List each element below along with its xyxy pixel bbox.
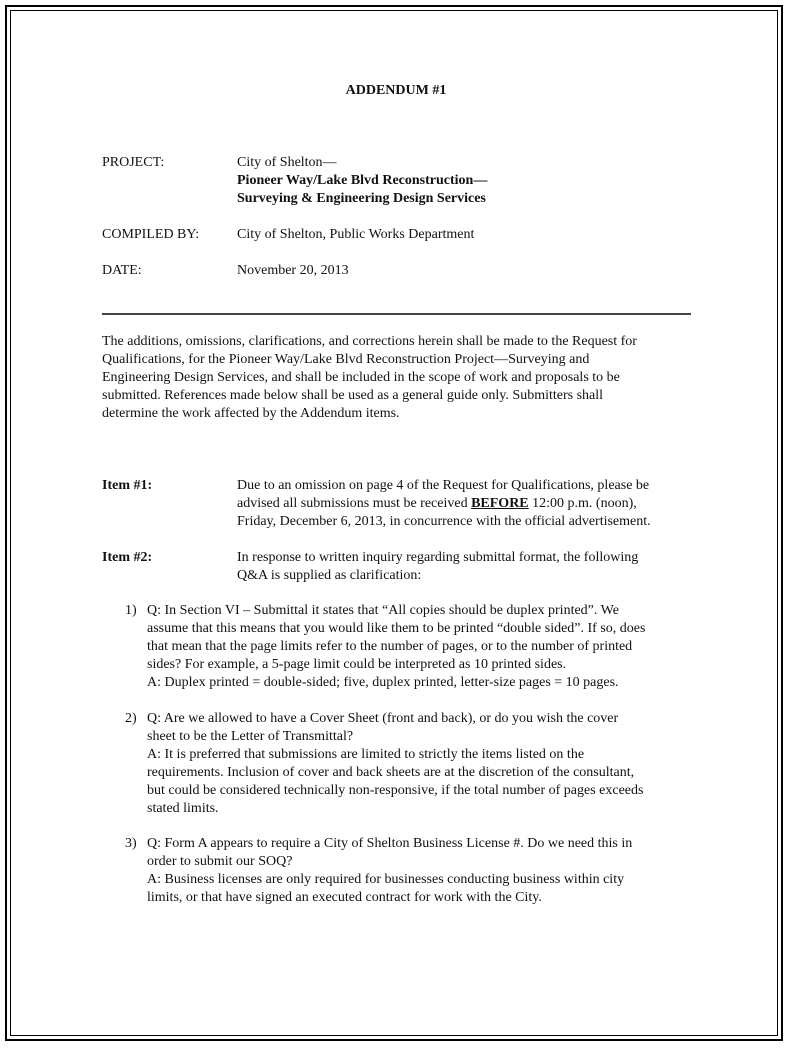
document-title: ADDENDUM #1 bbox=[345, 83, 447, 98]
qa-line: assume that this means that you would like them to be printed “double sided”. If so, does bbox=[147, 621, 646, 636]
qa2-number: 2) bbox=[125, 711, 137, 726]
qa3-number: 3) bbox=[125, 836, 137, 851]
date-value: November 20, 2013 bbox=[237, 263, 349, 278]
item2-line: In response to written inquiry regarding submittal format, the following bbox=[237, 550, 639, 565]
qa2-text bbox=[147, 710, 643, 818]
item1-line: Due to an omission on page 4 of the Request for Qualifications, please be bbox=[237, 478, 650, 493]
qa-line: Q: Are we allowed to have a Cover Sheet (front and back), or do you wish the cover bbox=[147, 711, 619, 726]
intro-line: Qualifications, for the Pioneer Way/Lake Blvd Reconstruction Project—Surveying and bbox=[102, 352, 590, 367]
item2-label: Item #2: bbox=[102, 550, 153, 565]
compiled-by-label: COMPILED BY: bbox=[102, 227, 200, 242]
qa-line: that mean that the page limits refer to the number of pages, or to the number of printed bbox=[147, 639, 633, 654]
qa-line: limits, or that have signed an executed contract for work with the City. bbox=[147, 890, 542, 905]
qa3-text bbox=[147, 835, 632, 907]
intro-line: The additions, omissions, clarifications, and corrections herein shall be made to the Request for bbox=[102, 334, 637, 349]
header-divider bbox=[102, 313, 691, 315]
item1-line2-after: 12:00 p.m. (noon), bbox=[528, 496, 637, 511]
project-services: Surveying & Engineering Design Services bbox=[237, 191, 486, 206]
qa-line: sides? For example, a 5-page limit could be interpreted as 10 printed sides. bbox=[147, 657, 567, 672]
qa-line: Q: Form A appears to require a City of Shelton Business License #. Do we need this in bbox=[147, 836, 633, 851]
item2-line: Q&A is supplied as clarification: bbox=[237, 568, 422, 583]
qa-line: stated limits. bbox=[147, 801, 219, 816]
qa-line: order to submit our SOQ? bbox=[147, 854, 293, 869]
intro-line: determine the work affected by the Addendum items. bbox=[102, 406, 400, 421]
item1-line bbox=[237, 495, 651, 513]
item1-line2-before: advised all submissions must be received bbox=[237, 496, 472, 511]
intro-paragraph bbox=[102, 333, 702, 423]
qa1-text bbox=[147, 602, 645, 692]
qa1-number: 1) bbox=[125, 603, 137, 618]
before-emphasis: BEFORE bbox=[471, 496, 529, 511]
project-name: Pioneer Way/Lake Blvd Reconstruction— bbox=[237, 173, 488, 188]
qa-line: Q: In Section VI – Submittal it states that “All copies should be duplex printed”. We bbox=[147, 603, 619, 618]
item2-text bbox=[237, 549, 638, 585]
date-label: DATE: bbox=[102, 263, 142, 278]
qa-line: but could be considered technically non-responsive, if the total number of pages exceeds bbox=[147, 783, 644, 798]
qa-line: sheet to be the Letter of Transmittal? bbox=[147, 729, 354, 744]
qa-line: requirements. Inclusion of cover and back sheets are at the discretion of the consultant, bbox=[147, 765, 635, 780]
qa-line: A: It is preferred that submissions are limited to strictly the items listed on the bbox=[147, 747, 585, 762]
project-label: PROJECT: bbox=[102, 155, 165, 170]
qa-line: A: Business licenses are only required for businesses conducting business within city bbox=[147, 872, 625, 887]
item1-label: Item #1: bbox=[102, 478, 153, 493]
item1-text bbox=[237, 477, 651, 531]
item1-line: Friday, December 6, 2013, in concurrence with the official advertisement. bbox=[237, 514, 651, 529]
qa-line: A: Duplex printed = double-sided; five, duplex printed, letter-size pages = 10 pages. bbox=[147, 675, 619, 690]
compiled-by-value: City of Shelton, Public Works Department bbox=[237, 227, 475, 242]
intro-line: submitted. References made below shall be used as a general guide only. Submitters shall bbox=[102, 388, 604, 403]
intro-line: Engineering Design Services, and shall be included in the scope of work and proposals to be bbox=[102, 370, 620, 385]
project-city: City of Shelton— bbox=[237, 155, 337, 170]
